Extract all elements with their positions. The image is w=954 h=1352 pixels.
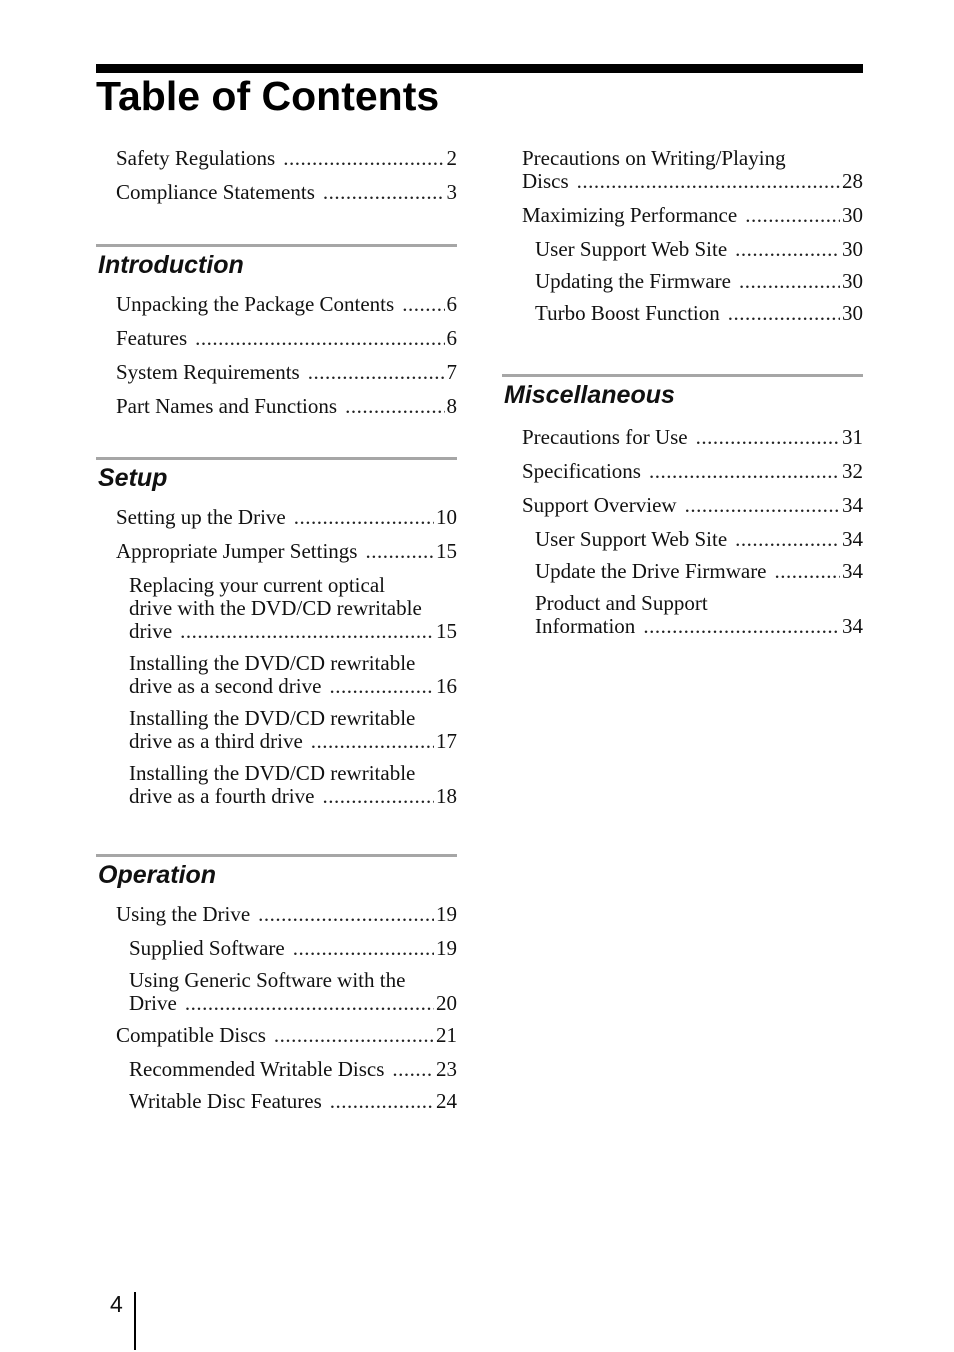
toc-entry-user-support-web-2[interactable]: User Support Web Site ..... 34 bbox=[502, 528, 863, 551]
toc-entry-disc-features[interactable]: Writable Disc Features ..... 24 bbox=[96, 1090, 457, 1113]
toc-entry-using-drive[interactable]: Using the Drive ..... 19 bbox=[96, 903, 457, 926]
toc-entry-safety-regulations[interactable]: Safety Regulations ..... 2 bbox=[96, 147, 457, 170]
toc-entry-compliance-statements[interactable]: Compliance Statements ..... 3 bbox=[96, 181, 457, 204]
section-rule bbox=[96, 244, 457, 247]
page-number: 4 bbox=[110, 1291, 123, 1317]
page-title: Table of Contents bbox=[96, 73, 440, 119]
toc-entry-product-support[interactable]: Product and Support Information ..... 34 bbox=[502, 592, 863, 638]
toc-entry-user-support-web[interactable]: User Support Web Site ..... 30 bbox=[502, 238, 863, 261]
toc-entry-setting-up-drive[interactable]: Setting up the Drive ..... 10 bbox=[96, 506, 457, 529]
toc-entry-specifications[interactable]: Specifications ..... 32 bbox=[502, 460, 863, 483]
page-number-rule bbox=[134, 1292, 136, 1350]
toc-entry-precautions-use[interactable]: Precautions for Use ..... 31 bbox=[502, 426, 863, 449]
toc-entry-generic-software[interactable]: Using Generic Software with the Drive ..... 20 bbox=[96, 969, 457, 1015]
toc-entry-support-overview[interactable]: Support Overview ..... 34 bbox=[502, 494, 863, 517]
toc-entry-features[interactable]: Features ..... 6 bbox=[96, 327, 457, 350]
section-rule bbox=[96, 457, 457, 460]
toc-entry-compatible-discs[interactable]: Compatible Discs ..... 21 bbox=[96, 1024, 457, 1047]
section-setup bbox=[96, 457, 457, 808]
section-introduction bbox=[96, 244, 457, 418]
section-operation bbox=[96, 854, 457, 1113]
toc-entry-fourth-drive[interactable]: Installing the DVD/CD rewritable drive as a fourth drive ..... 18 bbox=[96, 762, 457, 808]
toc-entry-system-requirements[interactable]: System Requirements ..... 7 bbox=[96, 361, 457, 384]
toc-entry-recommended-discs[interactable]: Recommended Writable Discs ..... 23 bbox=[96, 1058, 457, 1081]
toc-entry-updating-firmware[interactable]: Updating the Firmware ..... 30 bbox=[502, 270, 863, 293]
toc-entry-maximizing-performance[interactable]: Maximizing Performance ..... 30 bbox=[502, 204, 863, 227]
toc-left-column bbox=[96, 143, 457, 1113]
toc-right-column bbox=[502, 143, 863, 638]
toc-entry-replacing-drive[interactable]: Replacing your current optical drive with the DVD/CD rewritable drive ..... 15 bbox=[96, 574, 457, 643]
toc-entry-second-drive[interactable]: Installing the DVD/CD rewritable drive as a second drive ..... 16 bbox=[96, 652, 457, 698]
section-heading-operation: Operation bbox=[98, 861, 217, 889]
toc-entry-third-drive[interactable]: Installing the DVD/CD rewritable drive as a third drive ..... 17 bbox=[96, 707, 457, 753]
section-heading-miscellaneous: Miscellaneous bbox=[504, 381, 675, 409]
toc-entry-turbo-boost[interactable]: Turbo Boost Function ..... 30 bbox=[502, 302, 863, 325]
writing-group bbox=[502, 147, 863, 325]
toc-entry-part-names[interactable]: Part Names and Functions ..... 8 bbox=[96, 395, 457, 418]
section-rule bbox=[502, 374, 863, 377]
toc-entry-jumper-settings[interactable]: Appropriate Jumper Settings ..... 15 bbox=[96, 540, 457, 563]
toc-entry-update-drive-firmware[interactable]: Update the Drive Firmware ..... 34 bbox=[502, 560, 863, 583]
front-matter-group bbox=[96, 147, 457, 204]
section-miscellaneous bbox=[502, 374, 863, 638]
section-rule bbox=[96, 854, 457, 857]
toc-entry-unpacking[interactable]: Unpacking the Package Contents ..... 6 bbox=[96, 293, 457, 316]
toc-entry-supplied-software[interactable]: Supplied Software ..... 19 bbox=[96, 937, 457, 960]
toc-entry-precautions-writing[interactable]: Precautions on Writing/Playing Discs ..... 28 bbox=[502, 147, 863, 193]
section-heading-setup: Setup bbox=[98, 464, 168, 492]
section-heading-introduction: Introduction bbox=[98, 251, 244, 279]
